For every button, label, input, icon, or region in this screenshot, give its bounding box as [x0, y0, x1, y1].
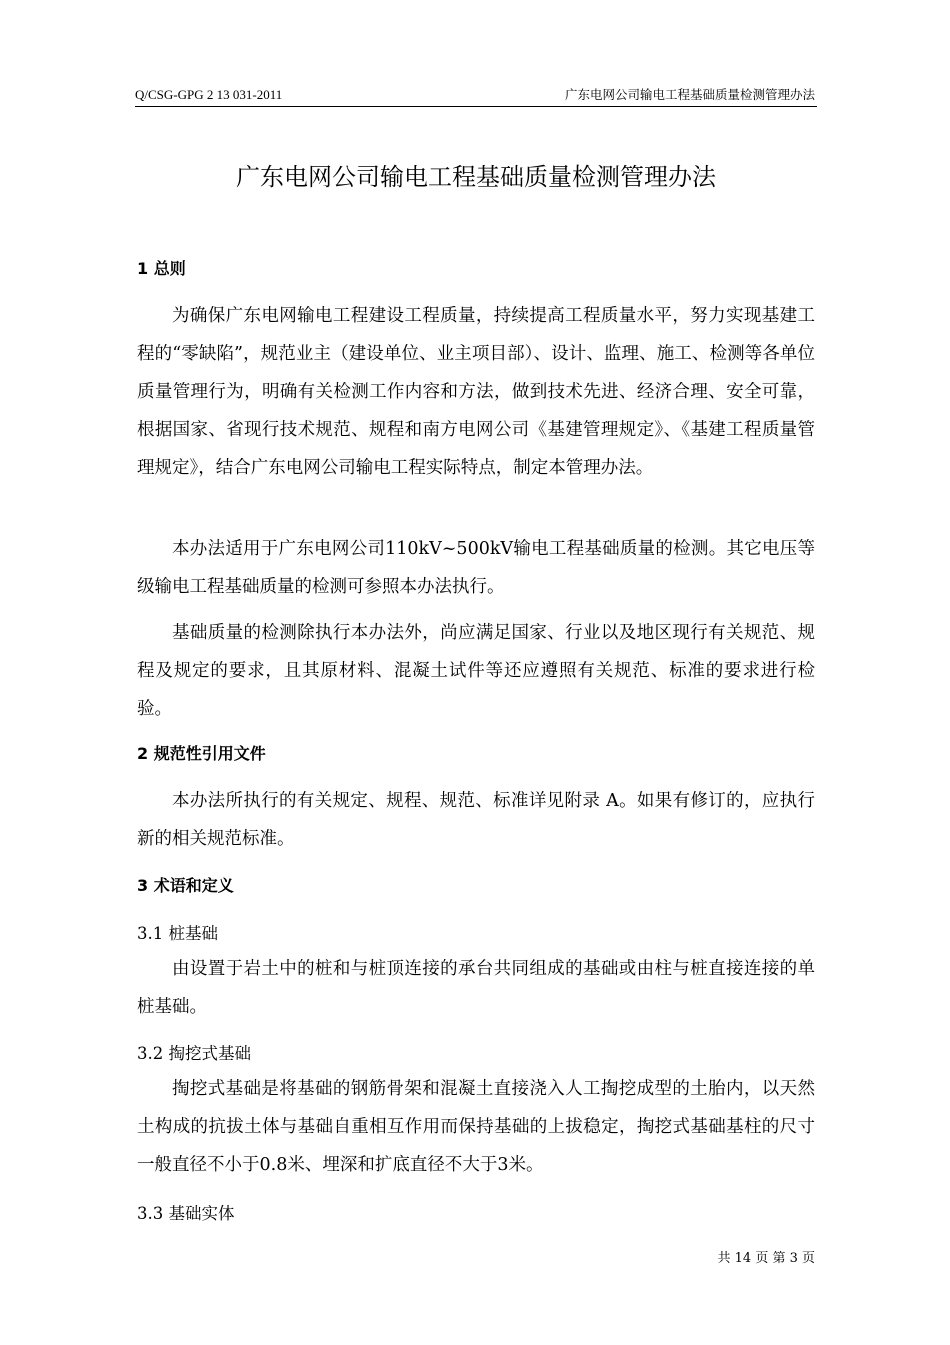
document-title: 广东电网公司输电工程基础质量检测管理办法: [236, 163, 716, 191]
paragraph-general-scope: 本办法适用于广东电网公司110kV~500kV输电工程基础质量的检测。其它电压等级输电工程基础质量的检测可参照本办法执行。: [137, 539, 815, 597]
paragraph-general-requirements: 基础质量的检测除执行本办法外，尚应满足国家、行业以及地区现行有关规范、规程及规定的要求，且其原材料、混凝土试件等还应遵照有关规范、标准的要求进行检验。: [137, 623, 815, 719]
subsection-heading-pile-foundation: 3.1 桩基础: [137, 924, 218, 943]
paragraph-normative-references: 本办法所执行的有关规定、规程、规范、标准详见附录 A。如果有修订的，应执行新的相关规范标准。: [137, 791, 815, 849]
paragraph-pile-foundation: 由设置于岩土中的桩和与桩顶连接的承台共同组成的基础或由柱与桩直接连接的单桩基础。: [137, 959, 815, 1017]
section-heading-normative-references: 2 规范性引用文件: [137, 744, 266, 763]
page-header: [135, 84, 817, 107]
section-heading-general: 1 总则: [137, 259, 186, 278]
subsection-heading-excavated-foundation: 3.2 掏挖式基础: [137, 1044, 251, 1063]
paragraph-general-purpose: 为确保广东电网输电工程建设工程质量，持续提高工程质量水平，努力实现基建工程的“零缺陷”，规范业主（建设单位、业主项目部）、设计、监理、施工、检测等各单位质量管理行为，明确有关检测工作内容和方法，做到技术先进、经济合理、安全可靠，根据国家、省现行技术规范、规程和南方电网公司《基建管理规定》、《基建工程质量管理规定》，结合广东电网公司输电工程实际特点，制定本管理办法。: [137, 306, 815, 478]
page-number: 共 14 页 第 3 页: [717, 1251, 815, 1266]
subsection-heading-foundation-entity: 3.3 基础实体: [137, 1204, 235, 1223]
paragraph-excavated-foundation: 掏挖式基础是将基础的钢筋骨架和混凝土直接浇入人工掏挖成型的土胎内，以天然土构成的抗拔土体与基础自重相互作用而保持基础的上拔稳定，掏挖式基础基柱的尺寸一般直径不小于0.8米、埋深和扩底直径不大于3米。: [137, 1079, 815, 1175]
header-doc-code: Q/CSG-GPG 2 13 031-2011: [135, 87, 283, 102]
section-heading-terms-definitions: 3 术语和定义: [137, 876, 234, 895]
header-doc-title: 广东电网公司输电工程基础质量检测管理办法: [564, 87, 815, 102]
